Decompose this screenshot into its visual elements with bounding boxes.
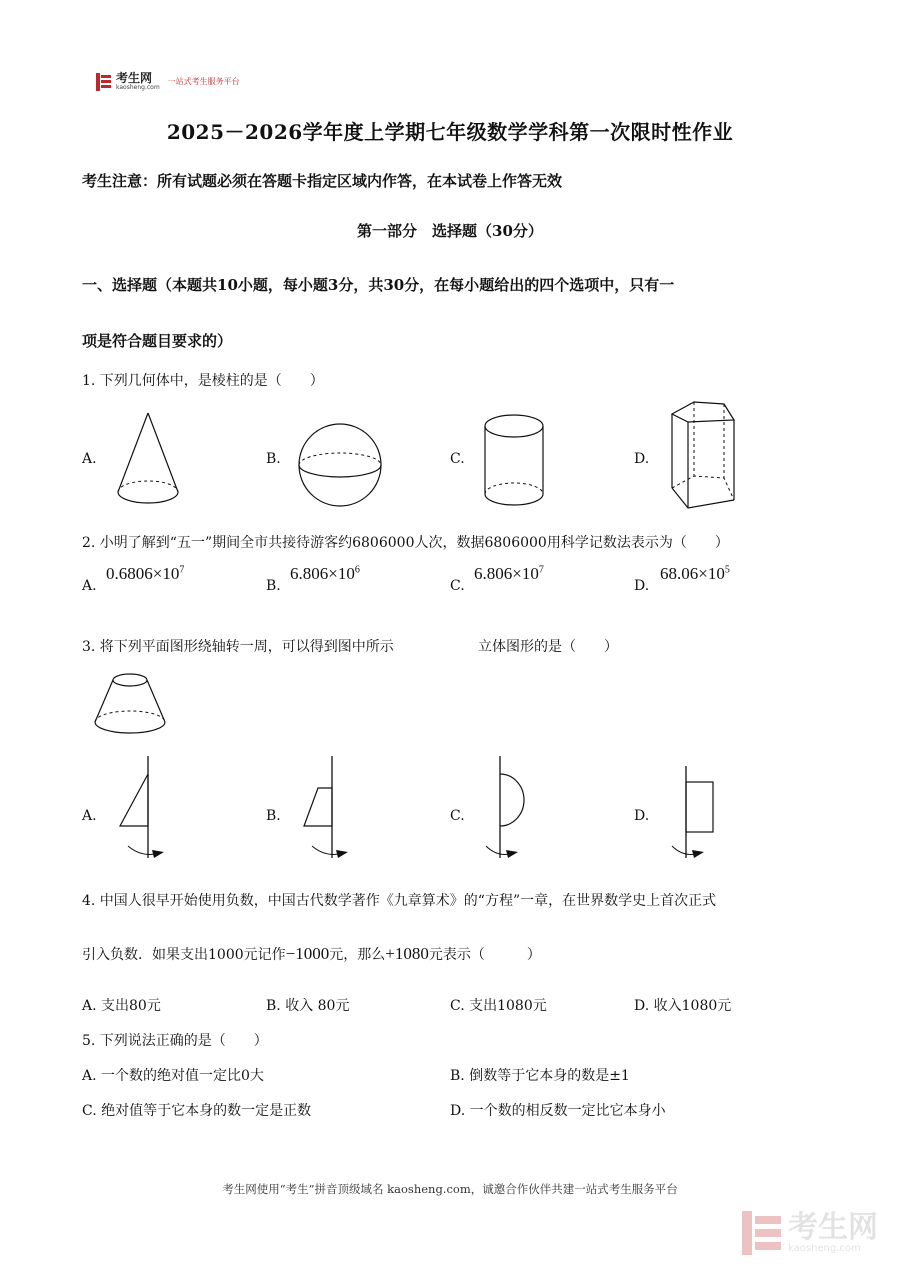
q2-option-c-value: $6.806\times 10^7$ [474, 564, 544, 583]
watermark-name: 考生网 [788, 1209, 878, 1245]
q3-option-c: C. [450, 808, 465, 824]
q2-option-d-value: $68.06\times 10^5$ [660, 564, 730, 583]
watermark [742, 1211, 878, 1255]
q1-stem: 1. 下列几何体中，是棱柱的是（ ） [82, 373, 324, 389]
q4-text-a: 引入负数．如果支出1000元记作 [82, 947, 286, 963]
rotation-triangle-figure [112, 754, 172, 862]
watermark-domain: kaosheng.com [788, 1242, 861, 1254]
q2-option-c-label: C. [450, 578, 465, 594]
sphere-figure [296, 422, 386, 508]
q1-option-c: C. [450, 451, 465, 467]
q4-text-b: 元，那么 [329, 947, 386, 963]
q3-stem-a: 3. 将下列平面图形绕轴转一周，可以得到图中所示 [82, 639, 394, 655]
logo-name: 考生网 [116, 71, 153, 85]
logo-icon [96, 73, 112, 91]
footer-text: 考生网使用“考生”拼音顶级域名 kaosheng.com，诚邀合作伙伴共建一站式考生服务平台 [222, 1182, 678, 1196]
q2-option-b-value: $6.806\times 10^6$ [290, 564, 360, 583]
q3-stem-b: 立体图形的是（ ） [478, 639, 618, 655]
pentagonal-prism-figure [664, 398, 744, 516]
q4-option-b: B. 收入 80元 [266, 998, 350, 1014]
q2-option-b-label: B. [266, 578, 281, 594]
q2-stem: 2. 小明了解到“五一”期间全市共接待游客约6806000人次，数据6806000用科学记数法表示为（ ） [82, 535, 729, 551]
q1-option-d: D. [634, 451, 650, 467]
q4-stem-line1: 4. 中国人很早开始使用负数，中国古代数学著作《九章算术》的“方程”一章，在世界数学史上首次正式 [82, 893, 717, 909]
q5-option-a: A. 一个数的绝对值一定比0大 [82, 1068, 264, 1084]
q5-option-c: C. 绝对值等于它本身的数一定是正数 [82, 1103, 312, 1119]
q3-option-d: D. [634, 808, 650, 824]
exam-notice: 考生注意：所有试题必须在答题卡指定区域内作答，在本试卷上作答无效 [82, 172, 563, 190]
q4-text-c: 元表示（ ） [428, 947, 541, 963]
q4-stem-line2 [82, 944, 541, 964]
logo-domain: kaosheng.com [116, 84, 160, 91]
watermark-logo-icon [742, 1211, 782, 1255]
cylinder-figure [480, 410, 550, 510]
q3-option-b: B. [266, 808, 281, 824]
q4-value-negative: −1000 [285, 944, 330, 963]
q2-option-d-label: D. [634, 578, 650, 594]
q3-option-a: A. [82, 808, 97, 824]
logo-slogan: 一站式考生服务平台 [167, 77, 240, 86]
section-heading-line2: 项是符合题目要求的） [82, 332, 233, 350]
frustum-figure [92, 670, 168, 738]
cone-figure [110, 410, 190, 510]
rotation-rectangle-figure [666, 754, 726, 862]
q1-option-a: A. [82, 451, 97, 467]
rotation-trapezoid-figure [296, 754, 356, 862]
q2-option-a-value: $0.6806\times 10^7$ [106, 564, 185, 583]
q4-option-a: A. 支出80元 [82, 998, 161, 1014]
q5-stem: 5. 下列说法正确的是（ ） [82, 1033, 268, 1049]
q4-option-d: D. 收入1080元 [634, 998, 732, 1014]
rotation-semicircle-figure [480, 754, 540, 862]
part-title: 第一部分 选择题（30分） [357, 222, 543, 240]
q5-option-b: B. 倒数等于它本身的数是±1 [450, 1068, 630, 1084]
page-title: 2025－2026学年度上学期七年级数学学科第一次限时性作业 [166, 120, 734, 144]
q4-option-c: C. 支出1080元 [450, 998, 547, 1014]
header-logo [96, 72, 240, 91]
q2-option-a-label: A. [82, 578, 97, 594]
section-heading-line1: 一、选择题（本题共10小题，每小题3分，共30分，在每小题给出的四个选项中，只有一 [82, 276, 675, 294]
q4-value-positive: +1080 [385, 944, 429, 963]
q1-option-b: B. [266, 451, 281, 467]
q5-option-d: D. 一个数的相反数一定比它本身小 [450, 1103, 666, 1119]
